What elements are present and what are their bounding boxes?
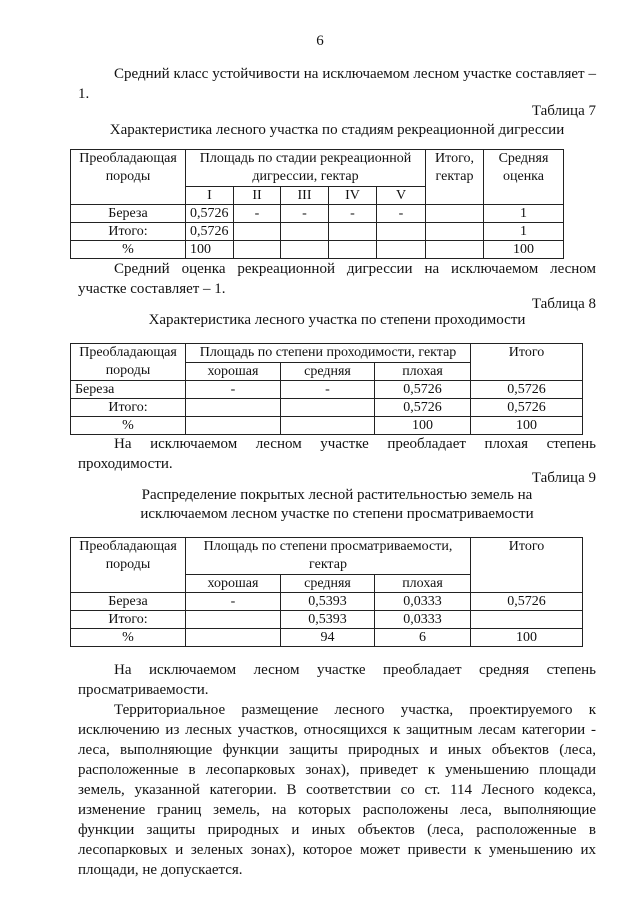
t9-header-species: Преобладающая породы <box>71 538 186 593</box>
table-cell <box>281 399 375 417</box>
table-cell <box>426 241 484 259</box>
t7-header-area: Площадь по стадии рекреационной дигрессии, гектар <box>186 150 426 187</box>
table-cell: 100 <box>484 241 564 259</box>
t9-sub-medium: средняя <box>281 575 375 593</box>
t9-header-total: Итого <box>471 538 583 593</box>
table-cell: 100 <box>471 417 583 435</box>
table-cell: 0,0333 <box>375 593 471 611</box>
table-cell: 0,5393 <box>281 611 375 629</box>
table-cell: 0,5726 <box>375 381 471 399</box>
table-cell <box>329 241 377 259</box>
table-cell: - <box>281 205 329 223</box>
t8-sub-medium: средняя <box>281 363 375 381</box>
t7-stage: I <box>186 187 234 205</box>
table9-caption-line2: исключаемом лесном участке по степени просматриваемости <box>140 506 534 522</box>
table-cell <box>377 223 426 241</box>
t7-stage: II <box>234 187 281 205</box>
table-cell: 0,5393 <box>281 593 375 611</box>
table-row <box>71 205 564 223</box>
t8-sub-good: хорошая <box>186 363 281 381</box>
t7-header-total: Итого, гектар <box>426 150 484 205</box>
table-cell: Итого: <box>71 223 186 241</box>
table7-caption: Характеристика лесного участка по стадиям рекреационной дигрессии <box>109 122 565 138</box>
table-cell <box>471 611 583 629</box>
table-cell: - <box>281 381 375 399</box>
table7-label: Таблица 7 <box>531 103 596 119</box>
table-row <box>71 417 583 435</box>
table-cell: 0,5726 <box>471 593 583 611</box>
table-cell: 1 <box>484 205 564 223</box>
table-cell <box>426 205 484 223</box>
table-cell <box>281 241 329 259</box>
t9-sub-good: хорошая <box>186 575 281 593</box>
table-cell: % <box>71 629 186 647</box>
t9-header-area: Площадь по степени просматриваемости, гектар <box>186 538 471 575</box>
table9-caption-line1: Распределение покрытых лесной растительностью земель на <box>141 487 533 503</box>
t7-stage: III <box>281 187 329 205</box>
paragraph-stability: Средний класс устойчивости на исключаемом лесном участке составляет – 1. <box>78 66 596 102</box>
table-cell: 0,5726 <box>375 399 471 417</box>
table-cell: 0,5726 <box>471 381 583 399</box>
table-cell: - <box>377 205 426 223</box>
t8-sub-poor: плохая <box>375 363 471 381</box>
table-cell <box>186 611 281 629</box>
table-cell: 100 <box>471 629 583 647</box>
t9-sub-poor: плохая <box>375 575 471 593</box>
table-cell <box>186 417 281 435</box>
table-cell <box>234 223 281 241</box>
t8-header-area: Площадь по степени проходимости, гектар <box>186 344 471 363</box>
table-cell <box>281 223 329 241</box>
table-cell <box>186 399 281 417</box>
paragraph-visibility: На исключаемом лесном участке преобладает средняя степень просматриваемости. <box>78 662 596 698</box>
table-cell <box>281 417 375 435</box>
table-row <box>71 629 583 647</box>
table9-label: Таблица 9 <box>531 470 596 486</box>
table-cell: Итого: <box>71 399 186 417</box>
table-row <box>71 593 583 611</box>
t8-header-total: Итого <box>471 344 583 381</box>
table-cell: 6 <box>375 629 471 647</box>
paragraph-digression: Средний оценка рекреационной дигрессии на исключаемом лесном участке составляет – 1. <box>78 261 596 297</box>
table-row <box>71 241 564 259</box>
table-cell: Береза <box>71 205 186 223</box>
table-cell: Береза <box>71 381 186 399</box>
table-cell <box>234 241 281 259</box>
table-cell: 0,5726 <box>471 399 583 417</box>
table-cell: - <box>186 381 281 399</box>
table-cell: Итого: <box>71 611 186 629</box>
table-cell: 0,5726 <box>186 223 234 241</box>
table-cell: 0,5726 <box>186 205 234 223</box>
table-cell: 100 <box>375 417 471 435</box>
table7 <box>70 149 564 259</box>
table8 <box>70 343 583 435</box>
table-cell: % <box>71 241 186 259</box>
table-cell <box>186 629 281 647</box>
table-row <box>71 611 583 629</box>
table-cell: % <box>71 417 186 435</box>
table-cell: Береза <box>71 593 186 611</box>
table9 <box>70 537 583 647</box>
table-cell: 100 <box>186 241 234 259</box>
t8-header-species: Преобладающая породы <box>71 344 186 381</box>
table-row <box>71 381 583 399</box>
t7-stage: V <box>377 187 426 205</box>
table-cell: - <box>186 593 281 611</box>
paragraph-passability: На исключаемом лесном участке преобладает плохая степень проходимости. <box>78 436 596 472</box>
table-cell <box>377 241 426 259</box>
t7-header-species: Преобладающая породы <box>71 150 186 205</box>
paragraph-territorial: Территориальное размещение лесного участка, проектируемого к исключению из лесных участков, относящихся к защитным лесам категории - леса, выполняющие функции защиты природных и иных объектов (леса, расположенные в лесопарковых зонах), приведет к уменьшению площади земель, указанной категории. В соответствии со ст. 114 Лесного кодекса, изменение границ земель, на которых расположены леса, выполняющие функции защиты природных и иных объектов (леса, расположенные в лесопарковых и зеленых зонах), которое может привести к уменьшению их площади, не допускается. <box>78 702 596 878</box>
table-cell: 94 <box>281 629 375 647</box>
table8-label: Таблица 8 <box>531 296 596 312</box>
table-cell <box>329 223 377 241</box>
t7-header-avg: Средняя оценка <box>484 150 564 205</box>
page-number: 6 <box>316 33 324 49</box>
t7-stage: IV <box>329 187 377 205</box>
table8-caption: Характеристика лесного участка по степени проходимости <box>148 312 526 328</box>
table-row <box>71 399 583 417</box>
table-cell: 1 <box>484 223 564 241</box>
table-cell: - <box>329 205 377 223</box>
table-cell: 0,0333 <box>375 611 471 629</box>
table-cell: - <box>234 205 281 223</box>
table-cell <box>426 223 484 241</box>
table-row <box>71 223 564 241</box>
